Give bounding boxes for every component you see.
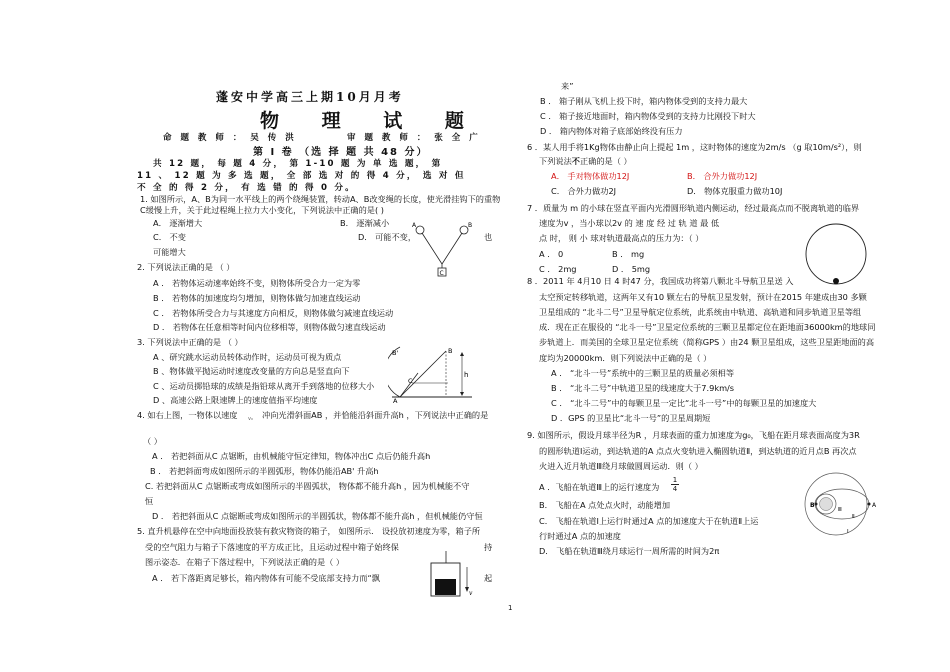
q7-stem-line1: 7 ．质量为 m 的小球在竖直平面内光滑圆形轨道内侧运动，经过最高点而不脱离轨道的临界	[527, 203, 860, 213]
pulley-b-icon	[460, 226, 468, 234]
q7-option-a: A ． 0	[539, 249, 564, 259]
q2-stem: 2. 下列说法正确的是 （ ）	[137, 262, 235, 272]
ball-icon	[833, 278, 839, 284]
q6-option-b: B． 合外力做功12J	[687, 171, 758, 181]
q6-stem-line2	[539, 156, 632, 167]
q6-stem-line1: 6 ．某人用手将1Kg物体由静止向上提起 1m ，这时物体的速度为2m/s （g 取10m/s²），则	[527, 142, 862, 152]
label-orbit-ii: Ⅱ	[852, 514, 855, 520]
q3-slope-figure	[388, 343, 488, 403]
q8-stem-line3: 卫星组成的 “北斗二号”卫星导航定位系统，此系统由中轨道、高轨道和同步轨道卫星等组	[539, 307, 862, 317]
q9-orbit-figure	[792, 470, 882, 538]
q3-option-b: B 、物体做平抛运动时速度改变量的方向总是竖直向下	[153, 366, 350, 376]
section-title: 第 Ⅰ 卷 （选 择 题 共 48 分）	[253, 147, 429, 158]
q3-option-c: C 、运动员掷铅球的成绩是指铅球从离开手到落地的位移大小	[153, 381, 375, 391]
q6-option-c: C． 合外力做功2J	[551, 186, 617, 196]
q1-option-a: A． 逐渐增大	[153, 218, 203, 228]
q7-option-c: C ． 2mg	[539, 264, 577, 274]
label-a: A	[393, 397, 398, 403]
q9-option-d: D． 飞船在轨道Ⅲ绕月球运行一周所需的时间为2π	[539, 546, 720, 556]
q7-stem-line3: 点 时， 则 小 球对轨道最高点的压力为：（ ）	[539, 233, 704, 243]
label-orbit-i: Ⅰ	[847, 529, 849, 535]
q4-stem-a: 4. 如右上图，一物体以速度	[137, 410, 238, 420]
q5-option-a: A ． 若下落距离足够长，箱内物体有可能不受底部支持力而“飘	[152, 573, 380, 583]
q5-stem-line3: 图示姿态．在箱子下落过程中，下列说法正确的是（ ）	[145, 557, 345, 567]
q9-option-a: A ．飞船在轨道Ⅲ上的运行速度为	[539, 482, 660, 492]
q4-option-c: C. 若把斜面从C 点锯断或弯成如图所示的半圆弧状， 物体都不能升高h ，因为机械能不守	[145, 481, 470, 491]
q5-stem-line1: 5. 直升机悬停在空中向地面投放装有救灾物资的箱子， 如图所示． 设投放初速度为零，箱子所	[137, 526, 481, 536]
q6-not-emphasis: 不	[571, 156, 580, 166]
q5-option-d: D ． 箱内物体对箱子底部始终没有压力	[540, 126, 683, 136]
q1-option-d: D． 可能不变，	[358, 232, 417, 242]
q5-option-c: C ． 箱子接近地面时，箱内物体受到的支持力比刚投下时大	[540, 111, 756, 121]
q6-stem-prefix: 下列说法	[539, 156, 572, 166]
q7-circular-track-figure	[800, 223, 872, 287]
label-a: A	[412, 222, 417, 229]
q6-option-d: D． 物体克服重力做功10J	[687, 186, 783, 196]
q2-option-a: A ． 若物体运动速率始终不变，则物体所受合力一定为零	[153, 278, 361, 288]
q7-stem-line2: 速度为v ，当小球以2v 的 速 度 经 过 轨 道 最 低	[539, 218, 720, 228]
q8-stem-line4: 成．现在正在服役的 “北斗一号”卫星定位系统的三颗卫星都定位在距地面36000km的地球同	[539, 322, 876, 332]
label-a: A	[872, 502, 877, 509]
q5-option-a-end: 起	[484, 573, 493, 583]
q5-stem-line2: 受的空气阻力与箱子下落速度的平方成正比，且运动过程中箱子始终保	[145, 542, 399, 552]
q5-stem-line2-end: 持	[484, 542, 493, 552]
label-b: B	[810, 502, 815, 509]
q4-option-a: A ． 若把斜面从C 点锯断，由机械能守恒定律知，物体冲出C 点后仍能升高h	[152, 451, 431, 461]
cargo-icon	[435, 579, 456, 595]
q1-stem-line2: C缓慢上升，关于此过程绳上拉力大小变化，下列说法中正确的是( )	[140, 205, 384, 215]
q9-fraction-denominator: 4	[672, 485, 678, 493]
reviewer-teacher: 审 题 教 师 ： 张 全 广	[347, 133, 481, 143]
q8-option-c: C ． “北斗二号”中的每颗卫星一定比“北斗一号”中的每颗卫星的加速度大	[551, 398, 817, 408]
q4-option-c-cont: 恒	[145, 496, 154, 506]
q7-option-b: B ． mg	[612, 249, 645, 259]
label-c: C	[439, 270, 444, 277]
q4-v0: v₀	[248, 416, 253, 422]
q8-option-d: D ．GPS 的卫星比“北斗一号”的卫星周期短	[551, 413, 711, 423]
label-v: v	[469, 590, 473, 597]
q9-fraction-numerator: 1	[672, 476, 678, 484]
page-number: 1	[508, 604, 513, 612]
q9-option-c-line1: C． 飞船在轨道Ⅰ上运行时通过A 点的加速度大于在轨道Ⅱ上运	[539, 516, 759, 526]
q9-fraction	[671, 476, 679, 493]
q1-option-d-end: 也	[484, 232, 493, 242]
circular-track-icon	[806, 224, 866, 284]
school-title: 蓬安中学高三上期10月月考	[216, 90, 404, 104]
pulley-a-icon	[416, 226, 424, 234]
q8-stem-line2: 太空预定转移轨道，这两年又有10 颗左右的导航卫星发射，预计在2015 年建成由30 多颗	[539, 292, 867, 302]
instruction-line-1: 共 12 题， 每 题 4 分， 第 1-10 题 为 单 选 题， 第	[153, 159, 443, 169]
q8-stem-line5: 步轨道上．而美国的全球卫星定位系统（简称GPS ）由24 颗卫星组成，这些卫星距地面的高	[539, 337, 875, 347]
instruction-line-3: 不 全 的 得 2 分， 有 选 错 的 得 0 分。	[137, 183, 356, 193]
subject-title: 物 理 试 题	[260, 110, 482, 132]
q1-option-b: B． 逐渐减小	[340, 218, 390, 228]
q9-stem-line3: 火进入近月轨道Ⅲ绕月球做圆周运动．则（ ）	[539, 461, 703, 471]
q6-option-a: A． 手对物体做功12J	[551, 171, 630, 181]
q1-option-d-cont: 可能增大	[153, 247, 186, 257]
q4-option-d: D ． 若把斜面从C 点锯断或弯成如图所示的半圆弧状，物体都不能升高h ，但机械能仍守恒	[152, 511, 483, 521]
q5-box-figure	[423, 551, 479, 597]
q3-option-a: A 、研究跳水运动员转体动作时，运动员可视为质点	[153, 352, 342, 362]
label-orbit-iii: Ⅲ	[838, 507, 842, 513]
q9-option-b: B． 飞船在A 点处点火时，动能增加	[539, 500, 671, 510]
q9-stem-line2: 的圆形轨道Ⅰ运动，到达轨道的A 点点火变轨进入椭圆轨道Ⅱ，到达轨道的近月点B 再次点	[539, 446, 857, 456]
instruction-line-2: 11 、 12 题 为 多 选 题， 全 部 选 对 的 得 4 分， 选 对 但	[137, 171, 466, 181]
q3-stem: 3. 下列说法中正确的是 （ ）	[137, 337, 243, 347]
label-b: B	[448, 347, 453, 355]
q9-stem-line1: 9. 如图所示，假设月球半径为R ，月球表面的重力加速度为g₀，飞船在距月球表面高度为3R	[527, 430, 860, 440]
moon-icon	[820, 498, 833, 511]
q9-option-c-line2: 行时通过A 点的加速度	[539, 531, 621, 541]
q7-option-d: D ． 5mg	[612, 264, 651, 274]
q3-option-d: D 、高速公路上限速牌上的速度值指平均速度	[153, 395, 318, 405]
q8-option-b: B ． “北斗二号”中轨道卫星的线速度大于7.9km/s	[551, 383, 735, 393]
q8-stem-line1: 8 ．2011 年 4月10 日 4 时47 分，我国成功将第八颗北斗导航卫星送 入	[527, 276, 794, 286]
q2-option-c: C ． 若物体所受合力与其速度方向相反，则物体做匀减速直线运动	[153, 308, 394, 318]
q1-option-c: C． 不变	[153, 232, 186, 242]
q6-stem-suffix: 正确的是（ ）	[579, 156, 632, 166]
q4-paren: （ ）	[143, 436, 162, 446]
q1-pulley-figure	[410, 220, 480, 282]
label-h: h	[464, 371, 469, 379]
author-teacher: 命 题 教 师 ： 吴 传 洪	[163, 133, 297, 143]
q4-stem-b: 冲向光滑斜面AB ，并恰能沿斜面升高h ，下列说法中正确的是	[262, 410, 489, 420]
q5-option-a-cont: 来”	[561, 81, 574, 91]
q2-option-d: D ． 若物体在任意相等时间内位移相等，则物体做匀速直线运动	[153, 322, 386, 332]
label-c: C	[408, 377, 413, 385]
label-b-prime: B'	[392, 349, 399, 357]
q1-stem-line1: 1. 如图所示，A、B为同一水平线上的两个绕绳装置，转动A、B改变绳的长度，使光滑挂钩下的重物	[140, 194, 501, 204]
q4-option-b: B ． 若把斜面弯成如图所示的半圆弧形，物体仍能沿AB' 升高h	[150, 466, 379, 476]
q2-option-b: B ． 若物体的加速度均匀增加，则物体做匀加速直线运动	[153, 293, 361, 303]
q8-option-a: A ． “北斗一号”系统中的三颗卫星的质量必须相等	[551, 368, 735, 378]
label-b: B	[468, 222, 473, 229]
q5-option-b: B ． 箱子刚从飞机上投下时，箱内物体受到的支持力最大	[540, 96, 748, 106]
q8-stem-line6: 度均为20000km．则下列说法中正确的是（ ）	[539, 353, 712, 363]
